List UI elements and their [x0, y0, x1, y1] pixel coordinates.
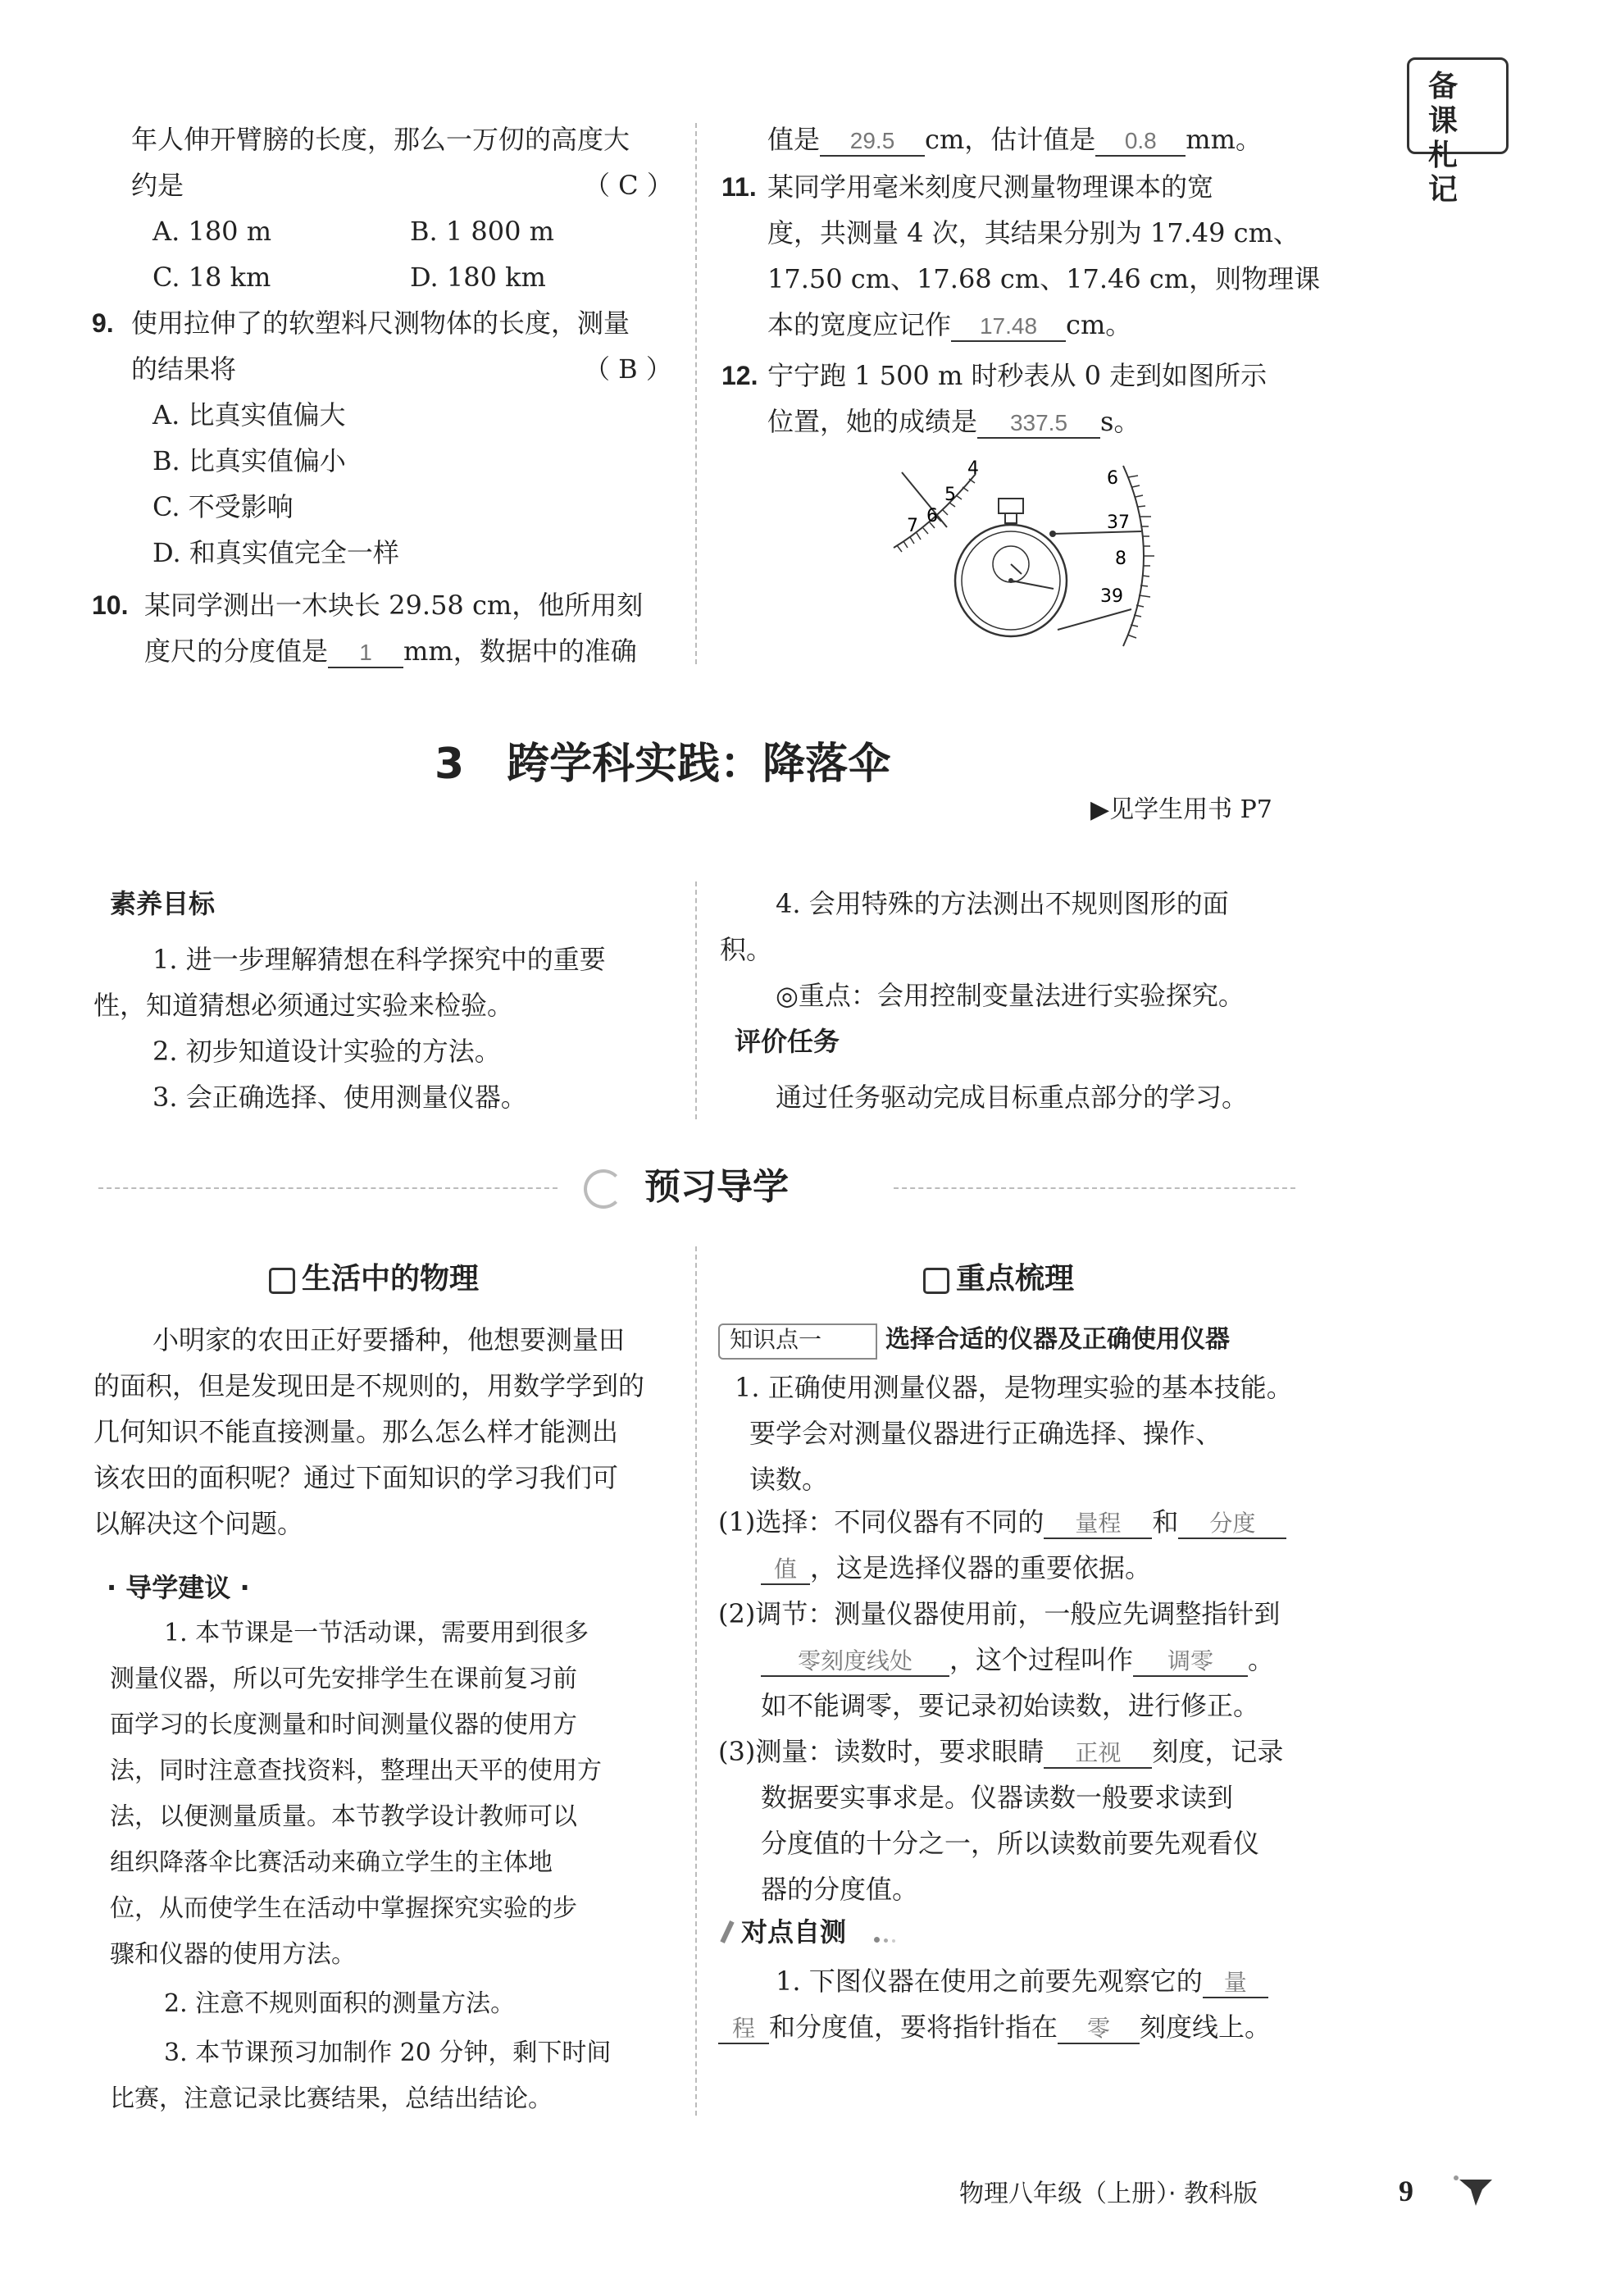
- answer-blank: 量程: [1044, 1510, 1152, 1539]
- guide-line: 比赛，注意记录比赛结果，总结出结论。: [110, 2084, 553, 2113]
- answer-blank: 值: [761, 1556, 810, 1585]
- question-continued-line: 约是: [131, 170, 184, 201]
- minute-label: 6: [926, 506, 938, 526]
- guide-line: 位，从而使学生在活动中掌握探究实验的步: [110, 1894, 577, 1923]
- guide-line: 1. 本节课是一节活动课，需要用到很多: [164, 1619, 589, 1647]
- goal-item: 性，知道猜想必须通过实验来检验。: [93, 990, 514, 1021]
- paragraph-line: 几何知识不能直接测量。那么怎么样才能测出: [93, 1416, 619, 1447]
- column-divider-goals: [695, 882, 697, 1119]
- key-point-line: (1)选择：不同仪器有不同的 量程 和 分度: [718, 1506, 1286, 1539]
- question-number: 11.: [721, 172, 757, 202]
- answer-blank: 337.5: [977, 409, 1100, 439]
- question-text: 位置，她的成绩是 337.5 s。: [767, 406, 1140, 437]
- answer-choice: （ C ）: [584, 170, 673, 201]
- paragraph-line: 的面积，但是发现田是不规则的，用数学学到的: [93, 1370, 645, 1401]
- minute-label: 4: [967, 458, 979, 479]
- option-b: B. 1 800 m: [410, 216, 554, 247]
- key-point-line: (3)测量：读数时，要求眼睛 正视 刻度，记录: [718, 1736, 1284, 1767]
- option-a: A. 比真实值偏大: [152, 399, 346, 430]
- key-point-line: (2)调节：测量仪器使用前，一般应先调整指针到: [718, 1598, 1281, 1629]
- section-title: 3 跨学科实践：降落伞: [435, 740, 891, 789]
- question-text: 度尺的分度值是 1 mm，数据中的准确: [144, 636, 637, 667]
- guide-line: 法，同时注意查找资料，整理出天平的使用方: [110, 1756, 602, 1785]
- footer-book-title: 物理八年级（上册）· 教科版: [959, 2180, 1258, 2208]
- footer-arrow-icon: [1451, 2173, 1500, 2209]
- answer-blank: 调零: [1133, 1647, 1248, 1677]
- question-text: 度，共测量 4 次，其结果分别为 17.49 cm、: [767, 217, 1299, 248]
- question-text: 值是 29.5 cm，估计值是 0.8 mm。: [767, 124, 1262, 155]
- goal-item: 1. 进一步理解猜想在科学探究中的重要: [152, 944, 606, 975]
- guide-line: 2. 注意不规则面积的测量方法。: [164, 1989, 516, 2018]
- answer-blank: 1: [328, 639, 403, 668]
- question-text: 某同学用毫米刻度尺测量物理课本的宽: [767, 171, 1214, 203]
- minute-label: 7: [907, 516, 918, 536]
- answer-blank: 正视: [1044, 1739, 1152, 1769]
- key-point: ◎重点：会用控制变量法进行实验探究。: [776, 980, 1245, 1011]
- question-text: 本的宽度应记作 17.48 cm。: [767, 309, 1132, 340]
- answer-blank: 零: [1058, 2015, 1140, 2044]
- guide-line: 组织降落伞比赛活动来确立学生的主体地: [110, 1848, 553, 1877]
- question-text: 宁宁跑 1 500 m 时秒表从 0 走到如图所示: [767, 360, 1267, 391]
- guide-line: 3. 本节课预习加制作 20 分钟，剩下时间: [164, 2039, 612, 2067]
- guide-line: 面学习的长度测量和时间测量仪器的使用方: [110, 1711, 577, 1739]
- key-point-line: 零刻度线处 ，这个过程叫作 调零 。: [761, 1643, 1274, 1677]
- key-point-line: 读数。: [749, 1464, 829, 1495]
- evaluation-text: 通过任务驱动完成目标重点部分的学习。: [776, 1082, 1249, 1113]
- option-b: B. 比真实值偏小: [152, 445, 346, 476]
- goal-item: 2. 初步知道设计实验的方法。: [152, 1036, 501, 1067]
- life-physics-heading: 生活中的物理: [302, 1262, 480, 1296]
- key-point-line: 如不能调零，要记录初始读数，进行修正。: [761, 1690, 1260, 1721]
- self-test-heading: 对点自测: [741, 1916, 847, 1947]
- question-number: 10.: [92, 590, 129, 620]
- question-text: 17.50 cm、17.68 cm、17.46 cm，则物理课: [767, 263, 1321, 294]
- option-d: D. 和真实值完全一样: [152, 537, 399, 568]
- evaluation-heading: 评价任务: [735, 1026, 840, 1057]
- guide-line: 测量仪器，所以可先安排学生在课前复习前: [110, 1665, 577, 1693]
- knowledge-tag-title: 选择合适的仪器及正确使用仪器: [885, 1325, 1230, 1354]
- goal-item: 4. 会用特殊的方法测出不规则图形的面: [776, 888, 1229, 919]
- preview-banner-left-rule: [98, 1187, 558, 1189]
- option-d: D. 180 km: [410, 262, 546, 293]
- key-points-heading: 重点梳理: [956, 1262, 1075, 1296]
- answer-blank: 量: [1203, 1969, 1268, 1998]
- guide-line: 法，以便测量质量。本节教学设计教师可以: [110, 1802, 577, 1831]
- pencil-icon: [720, 1920, 734, 1943]
- second-label: 37: [1107, 512, 1130, 533]
- key-point-line: 数据要实事求是。仪器读数一般要求读到: [761, 1782, 1234, 1813]
- question-number: 9.: [92, 308, 114, 338]
- answer-blank: 程: [718, 2015, 769, 2044]
- question-text: 使用拉伸了的软塑料尺测物体的长度，测量: [131, 308, 630, 339]
- checklist-icon: [923, 1268, 949, 1294]
- option-a: A. 180 m: [152, 216, 272, 247]
- notes-stamp: [1407, 57, 1509, 207]
- key-point-line: 1. 正确使用测量仪器，是物理实验的基本技能。: [735, 1372, 1293, 1403]
- paragraph-line: 以解决这个问题。: [93, 1508, 304, 1539]
- question-text: 某同学测出一木块长 29.58 cm，他所用刻: [144, 590, 644, 621]
- answer-blank: 0.8: [1095, 127, 1186, 157]
- answer-blank: 29.5: [820, 127, 925, 157]
- key-point-line: 分度值的十分之一，所以读数前要先观看仪: [761, 1828, 1260, 1859]
- preview-banner-right-rule: [894, 1187, 1295, 1189]
- preview-title: 预习导学: [644, 1166, 789, 1208]
- self-test-line: 1. 下图仪器在使用之前要先观察它的 量: [776, 1965, 1268, 1998]
- guide-line: 骤和仪器的使用方法。: [110, 1940, 356, 1969]
- paragraph-line: 该农田的面积呢？通过下面知识的学习我们可: [93, 1462, 619, 1493]
- self-test-line: 程 和分度值，要将指针指在 零 刻度线上。: [718, 2011, 1271, 2044]
- column-divider-top: [695, 123, 697, 664]
- answer-blank: 17.48: [951, 312, 1066, 342]
- answer-blank: 分度: [1178, 1510, 1286, 1539]
- preview-icon: [584, 1169, 623, 1209]
- column-divider-bottom: [695, 1246, 697, 2116]
- answer-choice: （ B ）: [584, 353, 672, 385]
- question-continued-line: 年人伸开臂膀的长度，那么一万仞的高度大: [131, 124, 630, 155]
- second-label: 6: [1107, 468, 1118, 489]
- goal-item: 积。: [720, 934, 773, 965]
- minute-label: 5: [944, 485, 956, 505]
- decorative-dots: [874, 1930, 907, 1937]
- goal-item: 3. 会正确选择、使用测量仪器。: [152, 1082, 527, 1113]
- book-icon: [269, 1268, 295, 1294]
- second-label: 39: [1100, 586, 1123, 607]
- student-book-reference: ▶见学生用书 P7: [1090, 795, 1272, 824]
- second-label: 8: [1115, 549, 1126, 569]
- page-number: 9: [1399, 2175, 1413, 2207]
- notes-stamp-text: 备课札记: [1428, 70, 1460, 207]
- knowledge-tag-label: 知识点一: [730, 1326, 822, 1353]
- key-point-line: 器的分度值。: [761, 1874, 919, 1905]
- question-text: 的结果将: [131, 353, 237, 385]
- option-c: C. 不受影响: [152, 491, 294, 522]
- answer-blank: 零刻度线处: [761, 1647, 949, 1677]
- option-c: C. 18 km: [152, 262, 271, 293]
- key-point-line: 要学会对测量仪器进行正确选择、操作、: [749, 1418, 1222, 1449]
- paragraph-line: 小明家的农田正好要播种，他想要测量田: [152, 1324, 626, 1355]
- goals-heading: 素养目标: [110, 888, 216, 919]
- stopwatch-figure: [877, 449, 1205, 663]
- question-number: 12.: [721, 361, 758, 390]
- key-point-line: 值 ，这是选择仪器的重要依据。: [761, 1551, 1151, 1585]
- guide-heading: · 导学建议 ·: [107, 1572, 250, 1603]
